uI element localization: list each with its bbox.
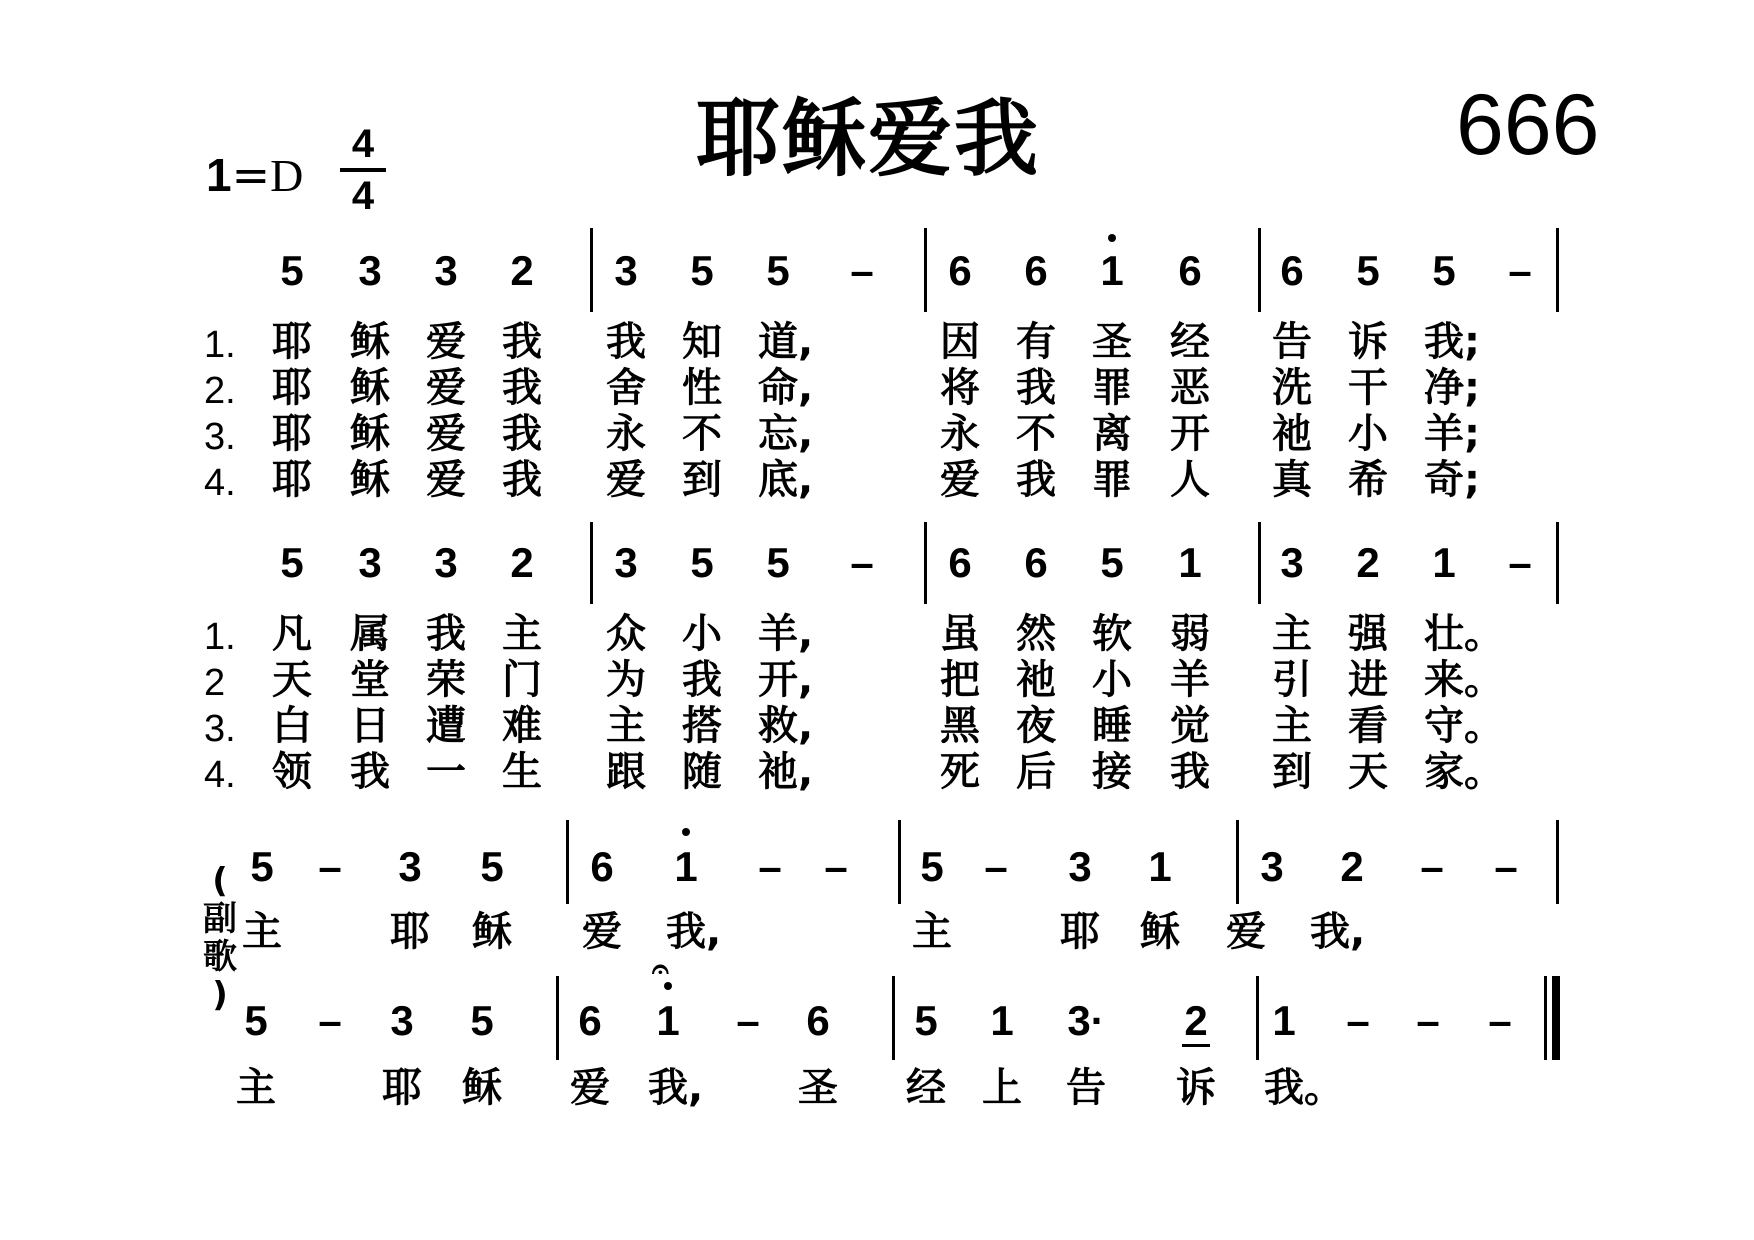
note: 2 [1356,539,1380,586]
lyric-syllable: 耶 [382,1065,422,1111]
note: 5 [920,843,944,890]
lyric-syllable: 我 [606,319,646,365]
lyric-syllable: 我, [1310,909,1366,955]
note: – [736,997,760,1044]
lyric-syllable: 生 [502,749,542,795]
lyric-syllable: 我 [350,749,390,795]
note: 6 [948,247,972,294]
lyric-syllable: 我。 [1264,1065,1344,1111]
hymn-title: 耶稣爱我 [696,90,1041,188]
lyric-syllable: 告 [1272,319,1312,365]
note: 5 [244,997,268,1044]
note: 3 [358,539,382,586]
lyric-syllable: 开 [1170,411,1210,457]
note: 1 [656,997,680,1044]
high-octave-dot [682,828,690,836]
lyric-syllable: 软 [1092,611,1132,657]
verse-number: 4. [204,754,236,796]
lyric-syllable: 耶 [272,411,312,457]
note: 2 [1340,843,1364,890]
lyric-syllable: 进 [1348,657,1388,703]
lyric-syllable: 引 [1272,657,1312,703]
note: 1 [1432,539,1456,586]
note: – [318,843,342,890]
note: 6 [948,539,972,586]
note: 3 [1068,843,1092,890]
key-number: 1 [206,149,232,201]
verse-number: 3. [204,416,236,458]
note: 3 [1260,843,1284,890]
barline [556,976,559,1060]
lyric-syllable: 永 [940,411,980,457]
note: – [1420,843,1444,890]
lyric-syllable: 天 [1348,749,1388,795]
note: 1 [1148,843,1172,890]
verse-number: 2 [204,662,226,704]
barline [898,820,901,904]
lyric-syllable: 来。 [1424,657,1504,703]
lyric-syllable: 稣 [350,411,390,457]
lyric-syllable: 圣 [798,1065,838,1111]
note: 3 [358,247,382,294]
lyric-syllable: 稣 [462,1065,502,1111]
lyric-syllable: 我 [502,319,542,365]
note: 5 [690,539,714,586]
lyric-syllable: 羊 [1170,657,1210,703]
lyric-syllable: 耶 [272,365,312,411]
lyric-syllable: 主 [912,909,952,955]
note: 3 [434,539,458,586]
lyric-syllable: 难 [502,703,542,749]
barline [590,522,593,604]
note: – [318,997,342,1044]
key-signature [206,148,303,202]
lyric-syllable: 稣 [350,319,390,365]
lyric-syllable: 为 [606,657,646,703]
lyric-syllable: 爱 [426,365,466,411]
fermata-icon: 𝄐 [652,952,669,987]
lyric-syllable: 爱 [940,457,980,503]
lyric-syllable: 白 [272,703,312,749]
lyric-syllable: 经 [906,1065,946,1111]
lyric-syllable: 强 [1348,611,1388,657]
note: 6 [578,997,602,1044]
note: 1 [1100,247,1124,294]
note: 5 [690,247,714,294]
lyric-syllable: 爱 [606,457,646,503]
lyric-syllable: 门 [502,657,542,703]
note: 6 [1280,247,1304,294]
lyric-syllable: 稣 [350,457,390,503]
lyric-syllable: 不 [1016,411,1056,457]
key-equals: = [231,148,271,202]
note: 1 [674,843,698,890]
lyric-syllable: 上 [982,1065,1022,1111]
lyric-syllable: 搭 [682,703,722,749]
lyric-syllable: 小 [1348,411,1388,457]
note: – [824,843,848,890]
lyric-syllable: 永 [606,411,646,457]
lyric-syllable: 把 [940,657,980,703]
barline [1236,820,1239,904]
time-bottom: 4 [351,174,375,218]
note: 5 [480,843,504,890]
lyric-syllable: 忘, [758,411,814,457]
eighth-underline [1182,1044,1210,1047]
verse-number: 3. [204,708,236,750]
lyric-syllable: 奇; [1424,457,1480,503]
lyric-syllable: 爱 [582,909,622,955]
lyric-syllable: 爱 [426,319,466,365]
lyric-syllable: 领 [272,749,312,795]
lyric-syllable: 遭 [426,703,466,749]
lyric-syllable: 祂, [758,749,814,795]
lyric-syllable: 我 [1016,365,1056,411]
lyric-syllable: 天 [272,657,312,703]
key-note: D [270,150,304,201]
note: 5 [766,539,790,586]
lyric-syllable: 羊; [1424,411,1480,457]
lyric-syllable: 经 [1170,319,1210,365]
lyric-syllable: 干 [1348,365,1388,411]
lyric-syllable: 救, [758,703,814,749]
lyric-syllable: 日 [350,703,390,749]
note: 5 [1356,247,1380,294]
note: 5 [914,997,938,1044]
note: 3· [1067,997,1105,1044]
note: 2 [510,247,534,294]
note: 5 [280,539,304,586]
note: – [850,539,874,586]
lyric-syllable: 主 [242,909,282,955]
barline [892,976,895,1060]
lyric-syllable: 性 [682,365,722,411]
lyric-syllable: 恶 [1170,365,1210,411]
note: – [1508,539,1532,586]
barline [1556,522,1559,604]
lyric-syllable: 稣 [472,909,512,955]
lyric-syllable: 祂 [1272,411,1312,457]
verse-number: 1. [204,324,236,366]
lyric-syllable: 离 [1092,411,1132,457]
note: 5 [280,247,304,294]
note: – [1508,247,1532,294]
note: 3 [614,247,638,294]
lyric-syllable: 诉 [1176,1065,1216,1111]
lyric-syllable: 不 [682,411,722,457]
note: 3 [434,247,458,294]
lyric-syllable: 爱 [570,1065,610,1111]
lyric-syllable: 羊, [758,611,814,657]
lyric-syllable: 然 [1016,611,1056,657]
lyric-syllable: 小 [1092,657,1132,703]
time-divider [340,168,386,172]
time-top: 4 [351,122,375,166]
lyric-syllable: 夜 [1016,703,1056,749]
note: 5 [470,997,494,1044]
note: 1 [1178,539,1202,586]
lyric-syllable: 我, [648,1065,704,1111]
note: – [758,843,782,890]
lyric-syllable: 主 [606,703,646,749]
lyric-syllable: 主 [236,1065,276,1111]
barline [1556,820,1559,904]
lyric-syllable: 开, [758,657,814,703]
note: 3 [614,539,638,586]
lyric-syllable: 看 [1348,703,1388,749]
lyric-syllable: 跟 [606,749,646,795]
note: 3 [390,997,414,1044]
hymn-number: 666 [1456,77,1600,173]
lyric-syllable: 守。 [1424,703,1504,749]
note: 1 [990,997,1014,1044]
lyric-syllable: 爱 [426,411,466,457]
lyric-syllable: 主 [1272,703,1312,749]
lyric-syllable: 荣 [426,657,466,703]
barline [1556,228,1559,312]
verse-number: 1. [204,616,236,658]
note: – [1494,843,1518,890]
lyric-syllable: 罪 [1092,365,1132,411]
verse-number: 4. [204,462,236,504]
note: 5 [250,843,274,890]
lyric-syllable: 一 [426,749,466,795]
lyric-syllable: 道, [758,319,814,365]
lyric-syllable: 睡 [1092,703,1132,749]
note: – [850,247,874,294]
barline [924,228,927,312]
note: 2 [1184,997,1208,1044]
lyric-syllable: 我 [502,365,542,411]
note: 3 [398,843,422,890]
lyric-syllable: 稣 [350,365,390,411]
lyric-syllable: 我 [502,411,542,457]
lyric-syllable: 我 [1170,749,1210,795]
lyric-syllable: 因 [940,319,980,365]
note: – [984,843,1008,890]
chorus-label: ( 副 歌 ) [203,861,237,1015]
note: 3 [1280,539,1304,586]
lyric-syllable: 净; [1424,365,1480,411]
lyric-syllable: 命, [758,365,814,411]
lyric-syllable: 我; [1424,319,1480,365]
lyric-syllable: 罪 [1092,457,1132,503]
final-barline-thin [1544,976,1547,1060]
lyric-syllable: 祂 [1016,657,1056,703]
lyric-syllable: 耶 [272,457,312,503]
note: 5 [766,247,790,294]
lyric-syllable: 耶 [272,319,312,365]
note: 6 [1024,539,1048,586]
lyric-syllable: 接 [1092,749,1132,795]
note: 6 [590,843,614,890]
lyric-syllable: 黑 [940,703,980,749]
lyric-syllable: 小 [682,611,722,657]
lyric-syllable: 众 [606,611,646,657]
lyric-syllable: 弱 [1170,611,1210,657]
note: 6 [1024,247,1048,294]
lyric-syllable: 知 [682,319,722,365]
lyric-syllable: 我 [1016,457,1056,503]
lyric-syllable: 我 [426,611,466,657]
barline [1256,976,1259,1060]
barline [590,228,593,312]
lyric-syllable: 死 [940,749,980,795]
note: 5 [1100,539,1124,586]
barline [1258,228,1261,312]
note: 6 [1178,247,1202,294]
barline [924,522,927,604]
lyric-syllable: 凡 [272,611,312,657]
lyric-syllable: 我 [682,657,722,703]
note: – [1488,997,1512,1044]
lyric-syllable: 随 [682,749,722,795]
lyric-syllable: 稣 [1140,909,1180,955]
lyric-syllable: 耶 [1060,909,1100,955]
lyric-syllable: 诉 [1348,319,1388,365]
final-barline-thick [1552,976,1560,1060]
lyric-syllable: 耶 [390,909,430,955]
lyric-syllable: 我 [502,457,542,503]
lyric-syllable: 我, [666,909,722,955]
lyric-syllable: 主 [1272,611,1312,657]
lyric-syllable: 家。 [1424,749,1504,795]
lyric-syllable: 属 [350,611,390,657]
lyric-syllable: 洗 [1272,365,1312,411]
barline [566,820,569,904]
lyric-syllable: 真 [1272,457,1312,503]
lyric-syllable: 告 [1066,1065,1106,1111]
lyric-syllable: 到 [1272,749,1312,795]
lyric-syllable: 壮。 [1424,611,1504,657]
note: – [1416,997,1440,1044]
lyric-syllable: 虽 [940,611,980,657]
time-signature [340,122,386,218]
lyric-syllable: 堂 [350,657,390,703]
lyric-syllable: 人 [1170,457,1210,503]
lyric-syllable: 希 [1348,457,1388,503]
note: 1 [1272,997,1296,1044]
lyric-syllable: 觉 [1170,703,1210,749]
lyric-syllable: 爱 [426,457,466,503]
lyric-syllable: 底, [758,457,814,503]
verse-number: 2. [204,370,236,412]
lyric-syllable: 后 [1016,749,1056,795]
lyric-syllable: 到 [682,457,722,503]
lyric-syllable: 主 [502,611,542,657]
lyric-syllable: 将 [940,365,980,411]
note: 6 [806,997,830,1044]
high-octave-dot [1108,234,1116,242]
lyric-syllable: 圣 [1092,319,1132,365]
barline [1258,522,1261,604]
note: – [1346,997,1370,1044]
note: 2 [510,539,534,586]
lyric-syllable: 舍 [606,365,646,411]
lyric-syllable: 爱 [1226,909,1266,955]
lyric-syllable: 有 [1016,319,1056,365]
note: 5 [1432,247,1456,294]
